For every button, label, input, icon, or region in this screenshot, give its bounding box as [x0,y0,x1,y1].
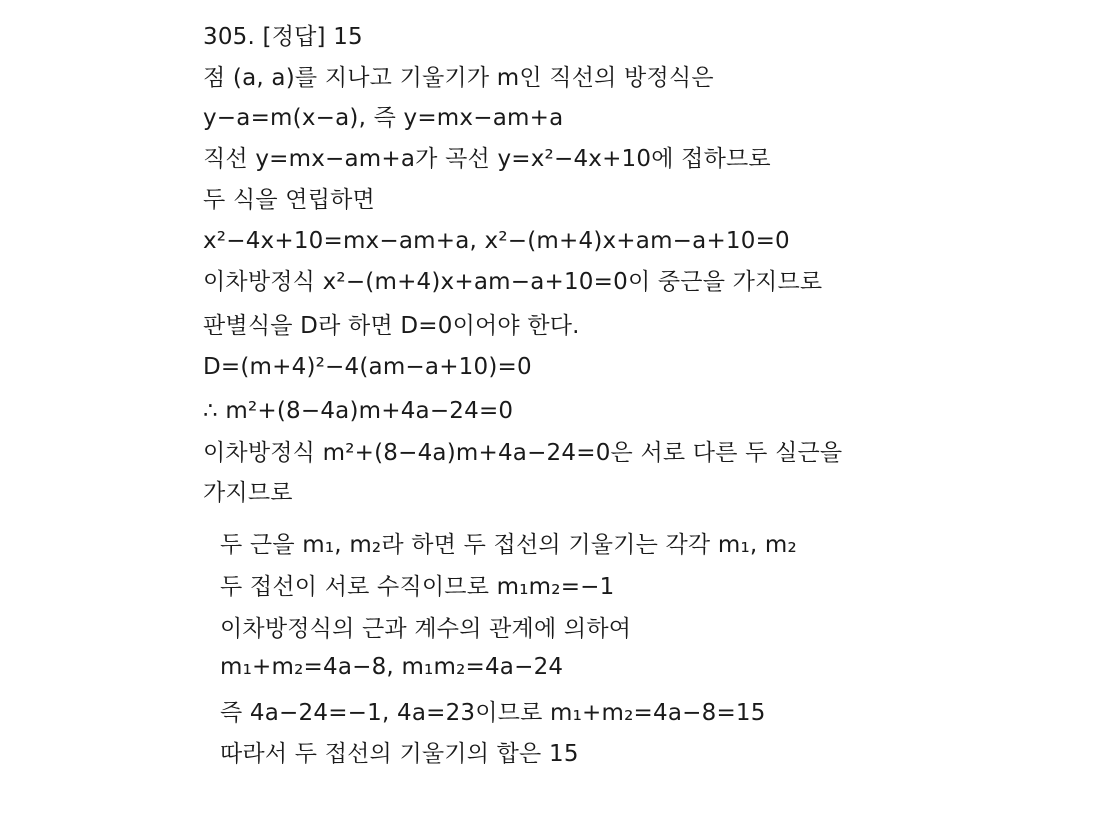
indented-line: 즉 4a−24=−1, 4a=23이므로 m₁+m₂=4a−8=15 [220,700,766,726]
solution-line: 가지므로 [203,480,293,506]
solution-line: 이차방정식 x²−(m+4)x+am−a+10=0이 중근을 가지므로 [203,269,823,295]
indented-line: 따라서 두 접선의 기울기의 합은 15 [220,741,579,767]
solution-line: 직선 y=mx−am+a가 곡선 y=x²−4x+10에 접하므로 [203,146,771,172]
problem-header: 305. [정답] 15 [203,24,363,50]
solution-line: 판별식을 D라 하면 D=0이어야 한다. [203,313,580,339]
solution-line: 두 식을 연립하면 [203,187,375,213]
solution-line: ∴ m²+(8−4a)m+4a−24=0 [203,398,514,424]
indented-line: 두 근을 m₁, m₂라 하면 두 접선의 기울기는 각각 m₁, m₂ [220,532,797,558]
solution-line: 이차방정식 m²+(8−4a)m+4a−24=0은 서로 다른 두 실근을 [203,440,843,466]
solution-line: 점 (a, a)를 지나고 기울기가 m인 직선의 방정식은 [203,65,714,91]
indented-line: 두 접선이 서로 수직이므로 m₁m₂=−1 [220,574,615,600]
solution-line: x²−4x+10=mx−am+a, x²−(m+4)x+am−a+10=0 [203,228,790,254]
indented-line: m₁+m₂=4a−8, m₁m₂=4a−24 [220,654,564,680]
solution-line: D=(m+4)²−4(am−a+10)=0 [203,354,532,380]
indented-line: 이차방정식의 근과 계수의 관계에 의하여 [220,616,632,642]
solution-line: y−a=m(x−a), 즉 y=mx−am+a [203,105,564,131]
